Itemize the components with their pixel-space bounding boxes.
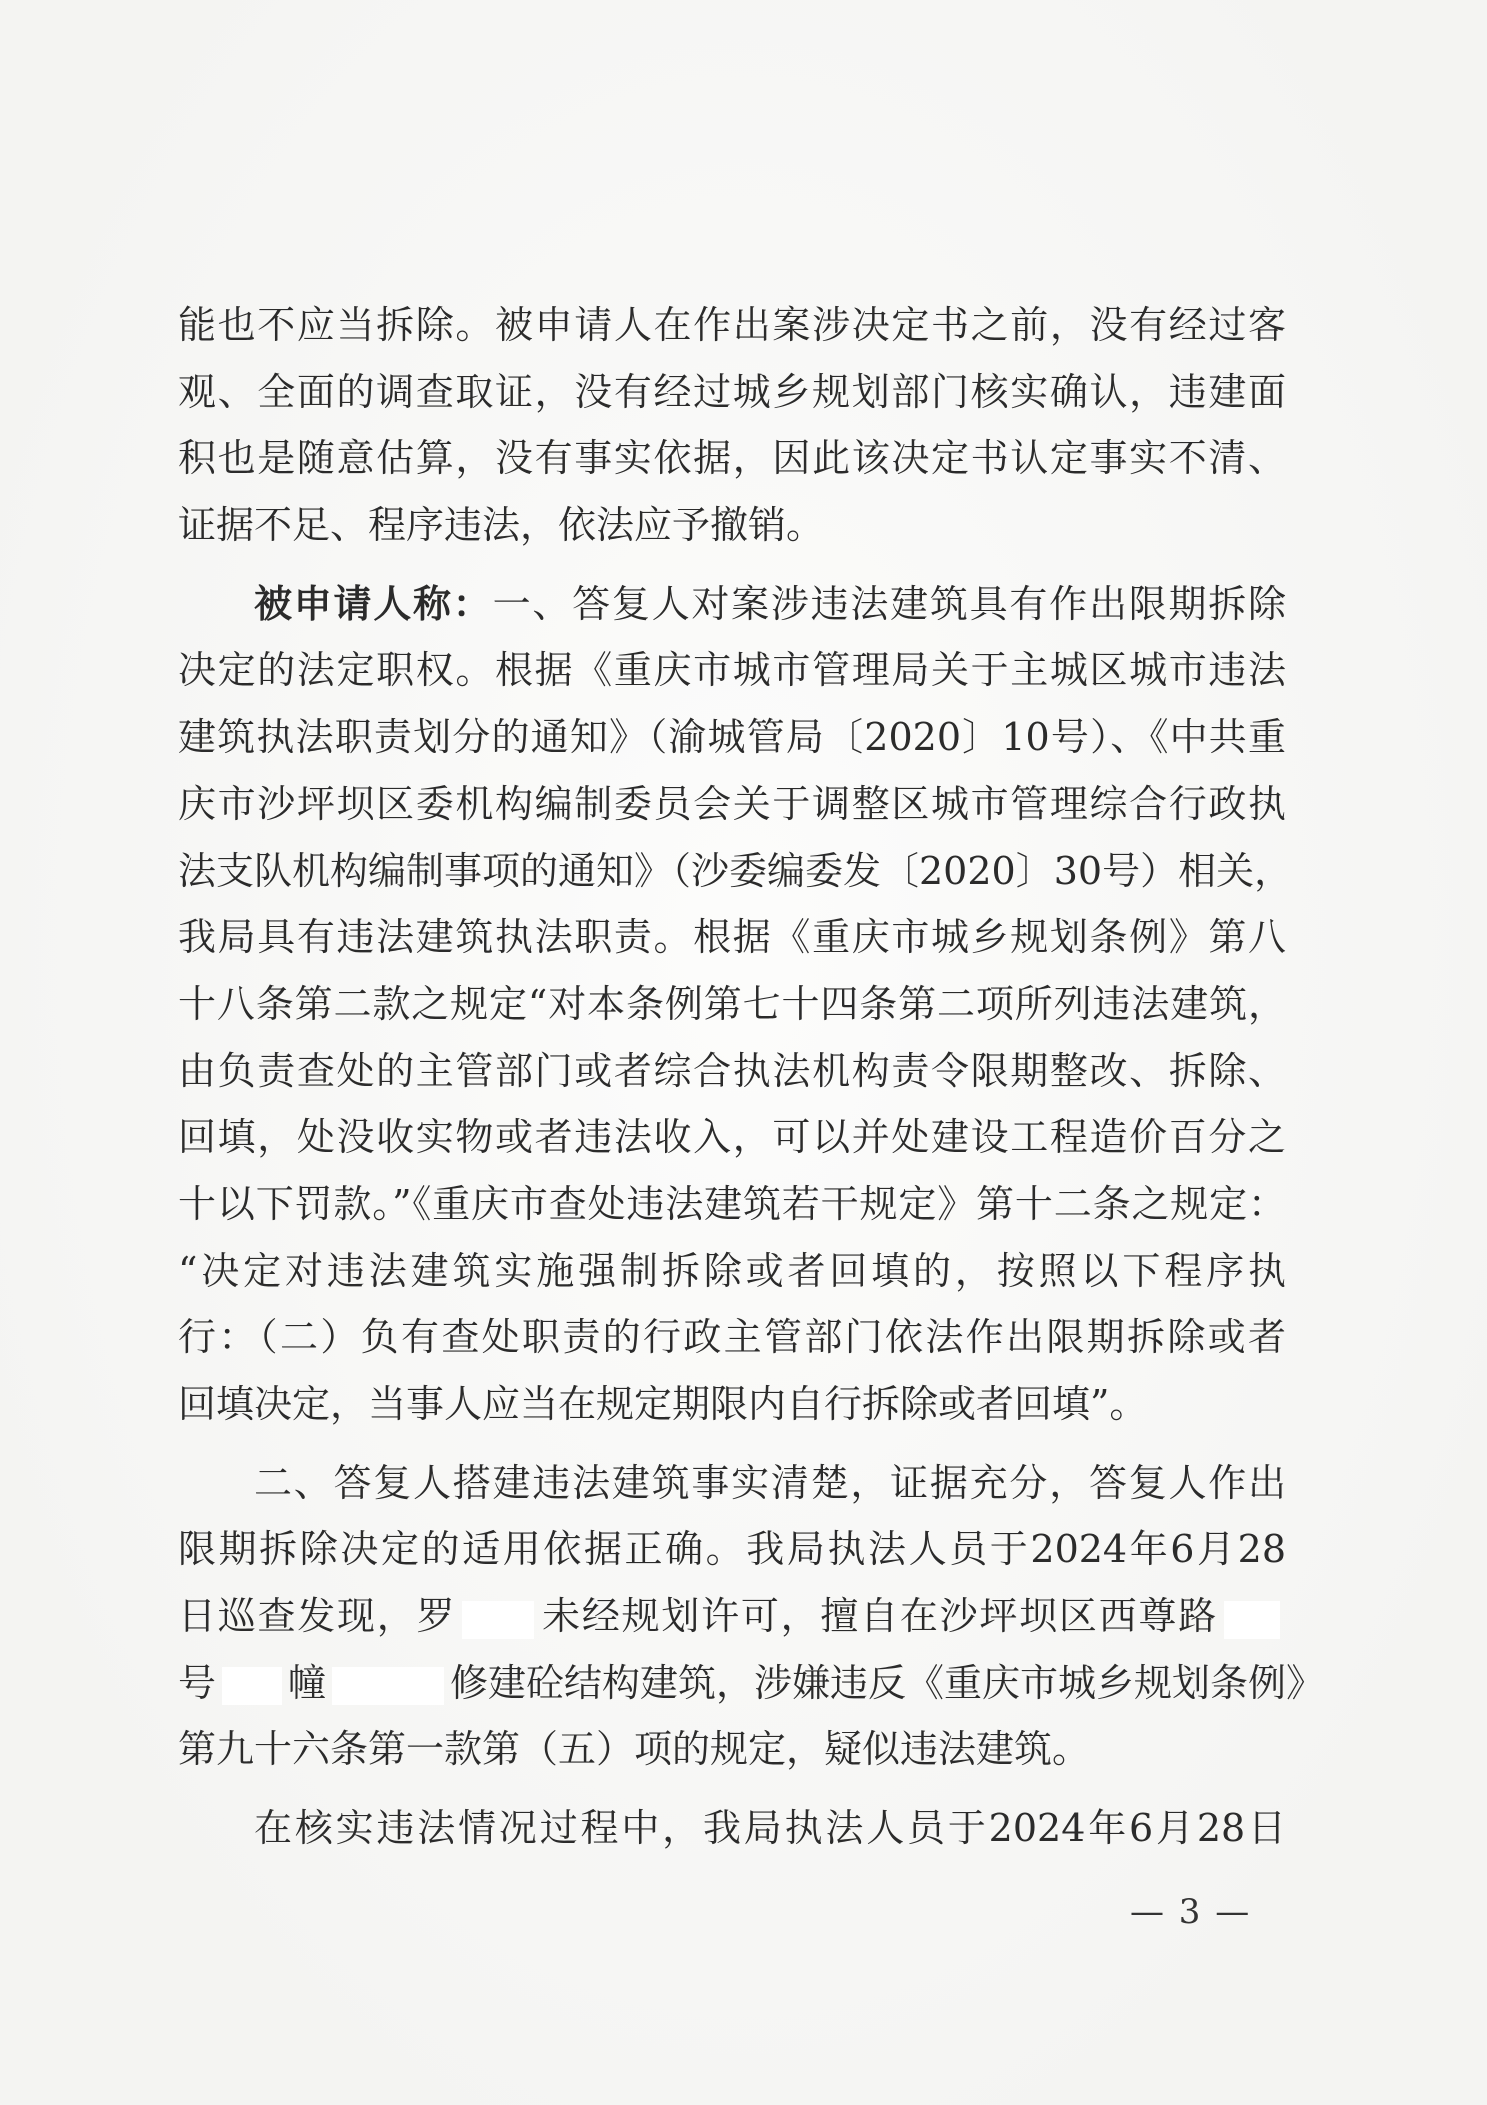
p2-line-13: 回填决定，当事人应当在规定期限内自行拆除或者回填”。 (178, 1382, 1148, 1426)
p3-line-3 (178, 1583, 1286, 1650)
p2-line-3: 建筑执法职责划分的通知》（渝城管局〔2020〕10号）、《中共重 (178, 715, 1286, 760)
p2-line-7: 十八条第二款之规定“对本条例第七十四条第二项所列违法建筑， (178, 981, 1286, 1026)
p2-line-4: 庆市沙坪坝区委机构编制委员会关于调整区城市管理综合行政执 (178, 781, 1286, 826)
p3-line-2: 限期拆除决定的适用依据正确。我局执法人员于2024年6月28 (178, 1527, 1286, 1572)
p1-line-4: 证据不足、程序违法，依法应予撤销。 (178, 503, 825, 548)
p3-line-5: 第九十六条第一款第（五）项的规定，疑似违法建筑。 (178, 1727, 1091, 1772)
p2-line-8: 由负责查处的主管部门或者综合执法机构责令限期整改、拆除、 (178, 1048, 1286, 1093)
p2-line-5: 法支队机构编制事项的通知》（沙委编委发〔2020〕30号）相关， (178, 848, 1293, 893)
p2-line-1-text: 一、答复人对案涉违法建筑具有作出限期拆除 (492, 581, 1286, 626)
p3-line-4-b: 幢 (288, 1660, 327, 1705)
p1-line-1: 能也不应当拆除。被申请人在作出案涉决定书之前，没有经过客 (178, 303, 1286, 347)
redaction-block (332, 1667, 444, 1705)
p2-line-9: 回填，处没收实物或者违法收入，可以并处建设工程造价百分之 (178, 1115, 1286, 1160)
p1-line-3: 积也是随意估算，没有事实依据，因此该决定书认定事实不清、 (178, 436, 1286, 481)
p3-line-4-c: 修建砼结构建筑，涉嫌违反《重庆市城乡规划条例》 (450, 1660, 1325, 1705)
p3-line-1: 二、答复人搭建违法建筑事实清楚，证据充分，答复人作出 (254, 1460, 1286, 1505)
p2-line-12: 行：（二）负有查处职责的行政主管部门依法作出限期拆除或者 (178, 1315, 1286, 1360)
respondent-label: 被申请人称： (254, 580, 493, 626)
p3-line-3-a: 日巡查发现，罗 (178, 1594, 457, 1639)
p2-line-1 (178, 571, 1286, 638)
redaction-block (462, 1601, 534, 1639)
body-text (178, 292, 1325, 1862)
p4-line-1: 在核实违法情况过程中，我局执法人员于2024年6月28日 (254, 1806, 1286, 1851)
redaction-block (1224, 1601, 1280, 1639)
p2-line-2: 决定的法定职权。根据《重庆市城市管理局关于主城区城市违法 (178, 648, 1286, 693)
p2-line-6: 我局具有违法建筑执法职责。根据《重庆市城乡规划条例》第八 (178, 915, 1286, 960)
p3-line-3-b: 未经规划许可，擅自在沙坪坝区西尊路 (540, 1594, 1218, 1639)
redaction-block (222, 1667, 282, 1705)
p1-line-2: 观、全面的调查取证，没有经过城乡规划部门核实确认，违建面 (178, 369, 1286, 414)
page-number: — 3 — (1130, 1892, 1252, 1932)
p3-line-4 (178, 1650, 1325, 1717)
p3-line-4-a: 号 (178, 1660, 217, 1705)
p2-line-10: 十以下罚款。”《重庆市查处违法建筑若干规定》第十二条之规定： (178, 1181, 1286, 1226)
p2-line-11: “决定对违法建筑实施强制拆除或者回填的，按照以下程序执 (178, 1248, 1286, 1293)
